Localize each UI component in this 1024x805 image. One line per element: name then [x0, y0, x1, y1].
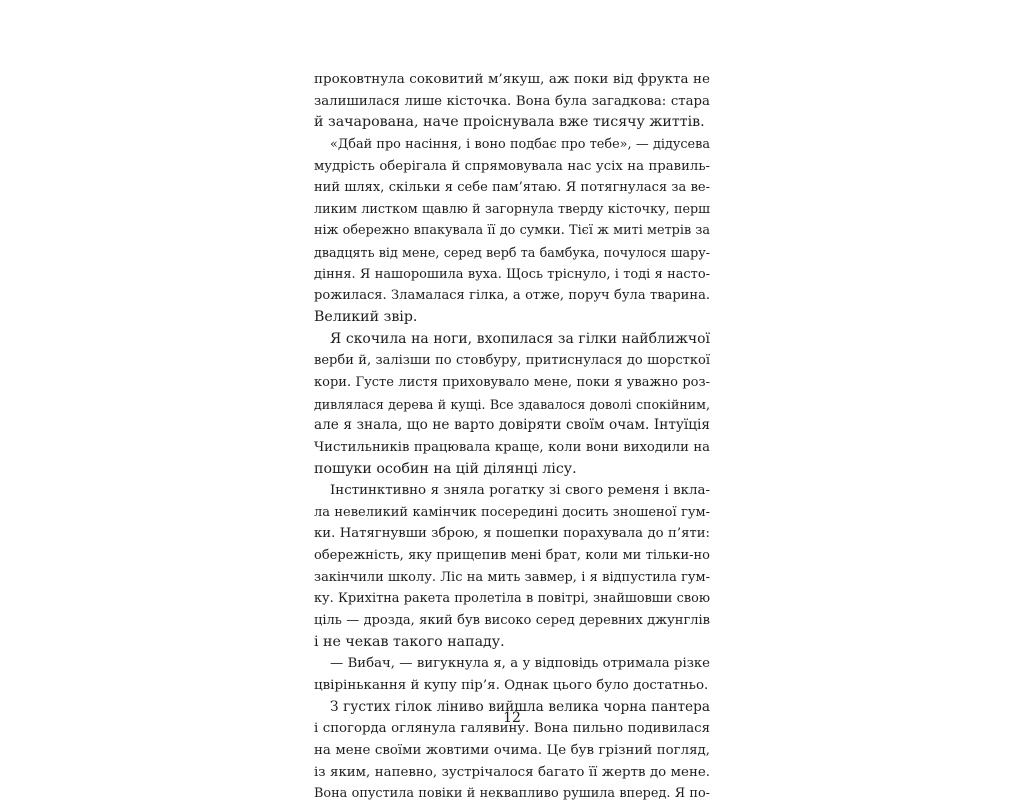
text-line: Чистильників працювала краще, коли вони виходили на	[314, 439, 710, 455]
text-line: Інстинктивно я зняла рогатку зі свого ременя і вкла-	[330, 483, 710, 499]
page-number: 12	[503, 710, 521, 726]
text-line: із яким, напевно, зустрічалося багато її жертв до мене.	[314, 764, 710, 780]
text-line: і спогорда оглянула галявину. Вона пильно подивилася	[314, 721, 710, 737]
text-line: — Вибач, — вигукнула я, а у відповідь отримала різке	[330, 656, 710, 672]
text-line: «Дбай про насіння, і воно подбає про тебе», — дідусева	[330, 136, 710, 152]
text-line: залишилася лише кісточка. Вона була загадкова: стара	[314, 93, 710, 109]
text-line: двадцять від мене, серед верб та бамбука, почулося шару-	[314, 245, 710, 261]
text-line: цвірінькання й купу пір’я. Однак цього було достатньо.	[314, 677, 709, 693]
text-line: Великий звір.	[314, 309, 418, 326]
text-line: але я знала, що не варто довіряти своїм очам. Інтуїція	[314, 417, 710, 434]
text-line: проковтнула соковитий м’якуш, аж поки від фрукта не	[314, 71, 710, 87]
text-line: Вона опустила повіки й неквапливо рушила вперед. Я по-	[314, 786, 710, 802]
text-line: закінчили школу. Ліс на мить завмер, і я відпустила гум-	[314, 569, 710, 585]
text-line: пошуки особин на цій ділянці лісу.	[314, 460, 577, 477]
text-line: дивлялася дерева й кущі. Все здавалося доволі спокійним,	[314, 396, 710, 412]
text-line: ликим листком щавлю й загорнула тверду кісточку, перш	[314, 201, 710, 217]
text-line: й зачарована, наче проіснувала вже тисячу життів.	[314, 114, 705, 131]
text-line: ціль — дрозда, який був високо серед деревних джунглів	[314, 613, 710, 629]
text-line: ки. Натягнувши зброю, я пошепки порахувала до п’яти:	[314, 526, 710, 542]
text-line: обережність, яку прищепив мені брат, коли ми тільки-но	[314, 548, 710, 564]
text-line: мудрість оберігала й спрямовувала нас усіх на правиль-	[314, 158, 710, 174]
text-line: верби й, залізши по стовбуру, притиснулася до шорсткої	[314, 353, 710, 369]
text-line: ку. Крихітна ракета пролетіла в повітрі, знайшовши свою	[314, 591, 710, 607]
text-line: і не чекав такого нападу.	[314, 633, 505, 650]
text-line: на мене своїми жовтими очима. Це був грізний погляд,	[314, 742, 710, 758]
body-text	[314, 69, 710, 805]
text-line: Я скочила на ноги, вхопилася за гілки найближчої	[330, 330, 710, 347]
text-line: ний шлях, скільки я себе пам’ятаю. Я потягнулася за ве-	[314, 180, 710, 196]
text-line: рожилася. Зламалася гілка, а отже, поруч була тварина.	[314, 288, 710, 304]
text-line: З густих гілок ліниво вийшла велика чорна пантера	[330, 698, 710, 715]
text-line: кори. Густе листя приховувало мене, поки я уважно роз-	[314, 374, 710, 390]
text-line: ніж обережно впакувала її до сумки. Тієї ж миті метрів за	[314, 223, 710, 239]
text-line: ла невеликий камінчик посередині досить зношеної гум-	[314, 504, 710, 520]
text-line: діння. Я нашорошила вуха. Щось тріснуло, і тоді я насто-	[314, 266, 710, 282]
